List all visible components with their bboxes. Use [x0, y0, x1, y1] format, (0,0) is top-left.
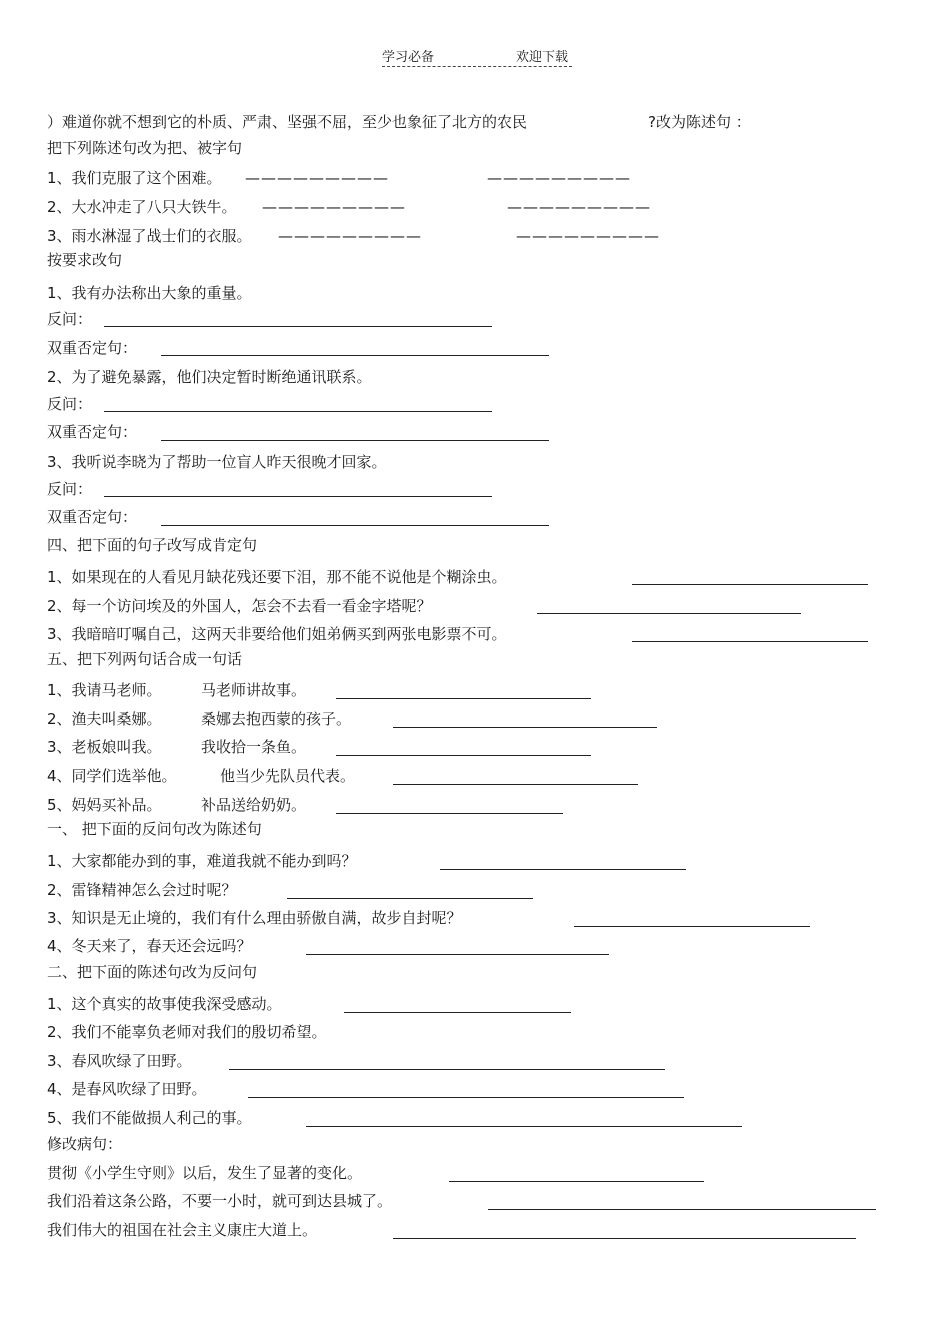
- answer-blank[interactable]: [229, 1069, 665, 1070]
- answer-dashes: —————————: [487, 169, 631, 187]
- section-title: 四、把下面的句子改写成肯定句: [47, 536, 258, 554]
- answer-blank[interactable]: [632, 584, 868, 585]
- line: ?改为陈述句 ：: [648, 113, 751, 131]
- answer-blank[interactable]: [449, 1181, 704, 1182]
- question: 1、这个真实的故事使我深受感动。: [47, 995, 282, 1013]
- answer-dashes: —————————: [245, 169, 389, 187]
- question-part: 桑娜去抱西蒙的孩子。: [201, 710, 352, 728]
- answer-blank[interactable]: [306, 954, 609, 955]
- label: 反问：: [47, 395, 93, 413]
- answer-blank[interactable]: [336, 813, 563, 814]
- section-title: 二、把下面的陈述句改为反问句: [47, 963, 258, 981]
- question: 4、是春风吹绿了田野。: [47, 1080, 207, 1098]
- question-part: 他当少先队员代表。: [220, 767, 356, 785]
- question: 1、我有办法称出大象的重量。: [47, 284, 252, 302]
- answer-blank[interactable]: [336, 698, 591, 699]
- question: 1、我们克服了这个困难。: [47, 169, 222, 187]
- question: 我们伟大的祖国在社会主义康庄大道上。: [47, 1221, 318, 1239]
- question: 2、渔夫叫桑娜。: [47, 710, 162, 728]
- answer-dashes: —————————: [262, 198, 406, 216]
- question-part: 马老师讲故事。: [201, 681, 307, 699]
- question: 5、妈妈买补品。: [47, 796, 162, 814]
- header-right: 欢迎下载: [516, 50, 569, 65]
- question: 3、我暗暗叮嘱自己，这两天非要给他们姐弟俩买到两张电影票不可。: [47, 625, 507, 643]
- question: 贯彻《小学生守则》以后，发生了显著的变化。: [47, 1164, 363, 1182]
- question: 3、雨水淋湿了战士们的衣服。: [47, 227, 252, 245]
- answer-blank[interactable]: [161, 525, 549, 526]
- page-header: [382, 46, 572, 67]
- header-left: 学习必备: [382, 50, 435, 65]
- answer-blank[interactable]: [393, 784, 638, 785]
- question: 我们沿着这条公路，不要一小时，就可到达县城了。: [47, 1192, 393, 1210]
- question: 3、老板娘叫我。: [47, 738, 162, 756]
- question: 3、春风吹绿了田野。: [47, 1052, 192, 1070]
- question: 4、同学们选举他。: [47, 767, 177, 785]
- answer-blank[interactable]: [161, 440, 549, 441]
- section-title: 修改病句：: [47, 1135, 123, 1153]
- answer-dashes: —————————: [516, 227, 660, 245]
- answer-dashes: —————————: [507, 198, 651, 216]
- question: 3、我听说李晓为了帮助一位盲人昨天很晚才回家。: [47, 453, 387, 471]
- answer-dashes: —————————: [278, 227, 422, 245]
- question: 5、我们不能做损人利己的事。: [47, 1109, 252, 1127]
- section-title: 按要求改句: [47, 251, 123, 269]
- answer-blank[interactable]: [287, 898, 533, 899]
- answer-blank[interactable]: [537, 613, 801, 614]
- answer-blank[interactable]: [104, 326, 492, 327]
- answer-blank[interactable]: [248, 1097, 684, 1098]
- label: 双重否定句：: [47, 508, 138, 526]
- label: 双重否定句：: [47, 339, 138, 357]
- answer-blank[interactable]: [104, 411, 492, 412]
- answer-blank[interactable]: [393, 1238, 856, 1239]
- answer-blank[interactable]: [632, 641, 868, 642]
- question: 2、大水冲走了八只大铁牛。: [47, 198, 237, 216]
- section-title: 一、 把下面的反问句改为陈述句: [47, 820, 262, 838]
- answer-blank[interactable]: [336, 755, 591, 756]
- answer-blank[interactable]: [161, 355, 549, 356]
- question-part: 我收拾一条鱼。: [201, 738, 307, 756]
- answer-blank[interactable]: [393, 727, 657, 728]
- question-part: 补品送给奶奶。: [201, 796, 307, 814]
- answer-blank[interactable]: [104, 496, 492, 497]
- answer-blank[interactable]: [306, 1126, 742, 1127]
- line: ）难道你就不想到它的朴质、严肃、坚强不屈，至少也象征了北方的农民: [47, 113, 528, 131]
- section-title: 五、把下列两句话合成一句话: [47, 650, 243, 668]
- question: 3、知识是无止境的，我们有什么理由骄傲自满，故步自封呢？: [47, 909, 462, 927]
- answer-blank[interactable]: [488, 1209, 876, 1210]
- answer-blank[interactable]: [344, 1012, 571, 1013]
- question: 2、我们不能辜负老师对我们的殷切希望。: [47, 1023, 327, 1041]
- answer-blank[interactable]: [440, 869, 686, 870]
- question: 2、每一个访问埃及的外国人，怎会不去看一看金字塔呢？: [47, 597, 432, 615]
- question: 1、大家都能办到的事，难道我就不能办到吗？: [47, 852, 357, 870]
- answer-blank[interactable]: [574, 926, 810, 927]
- question: 1、如果现在的人看见月缺花残还要下泪，那不能不说他是个糊涂虫。: [47, 568, 507, 586]
- question: 2、雷锋精神怎么会过时呢？: [47, 881, 237, 899]
- label: 反问：: [47, 310, 93, 328]
- section-title: 把下列陈述句改为把、被字句: [47, 139, 243, 157]
- question: 2、为了避免暴露，他们决定暂时断绝通讯联系。: [47, 368, 372, 386]
- question: 1、我请马老师。: [47, 681, 162, 699]
- label: 反问：: [47, 480, 93, 498]
- question: 4、冬天来了，春天还会远吗？: [47, 937, 252, 955]
- label: 双重否定句：: [47, 423, 138, 441]
